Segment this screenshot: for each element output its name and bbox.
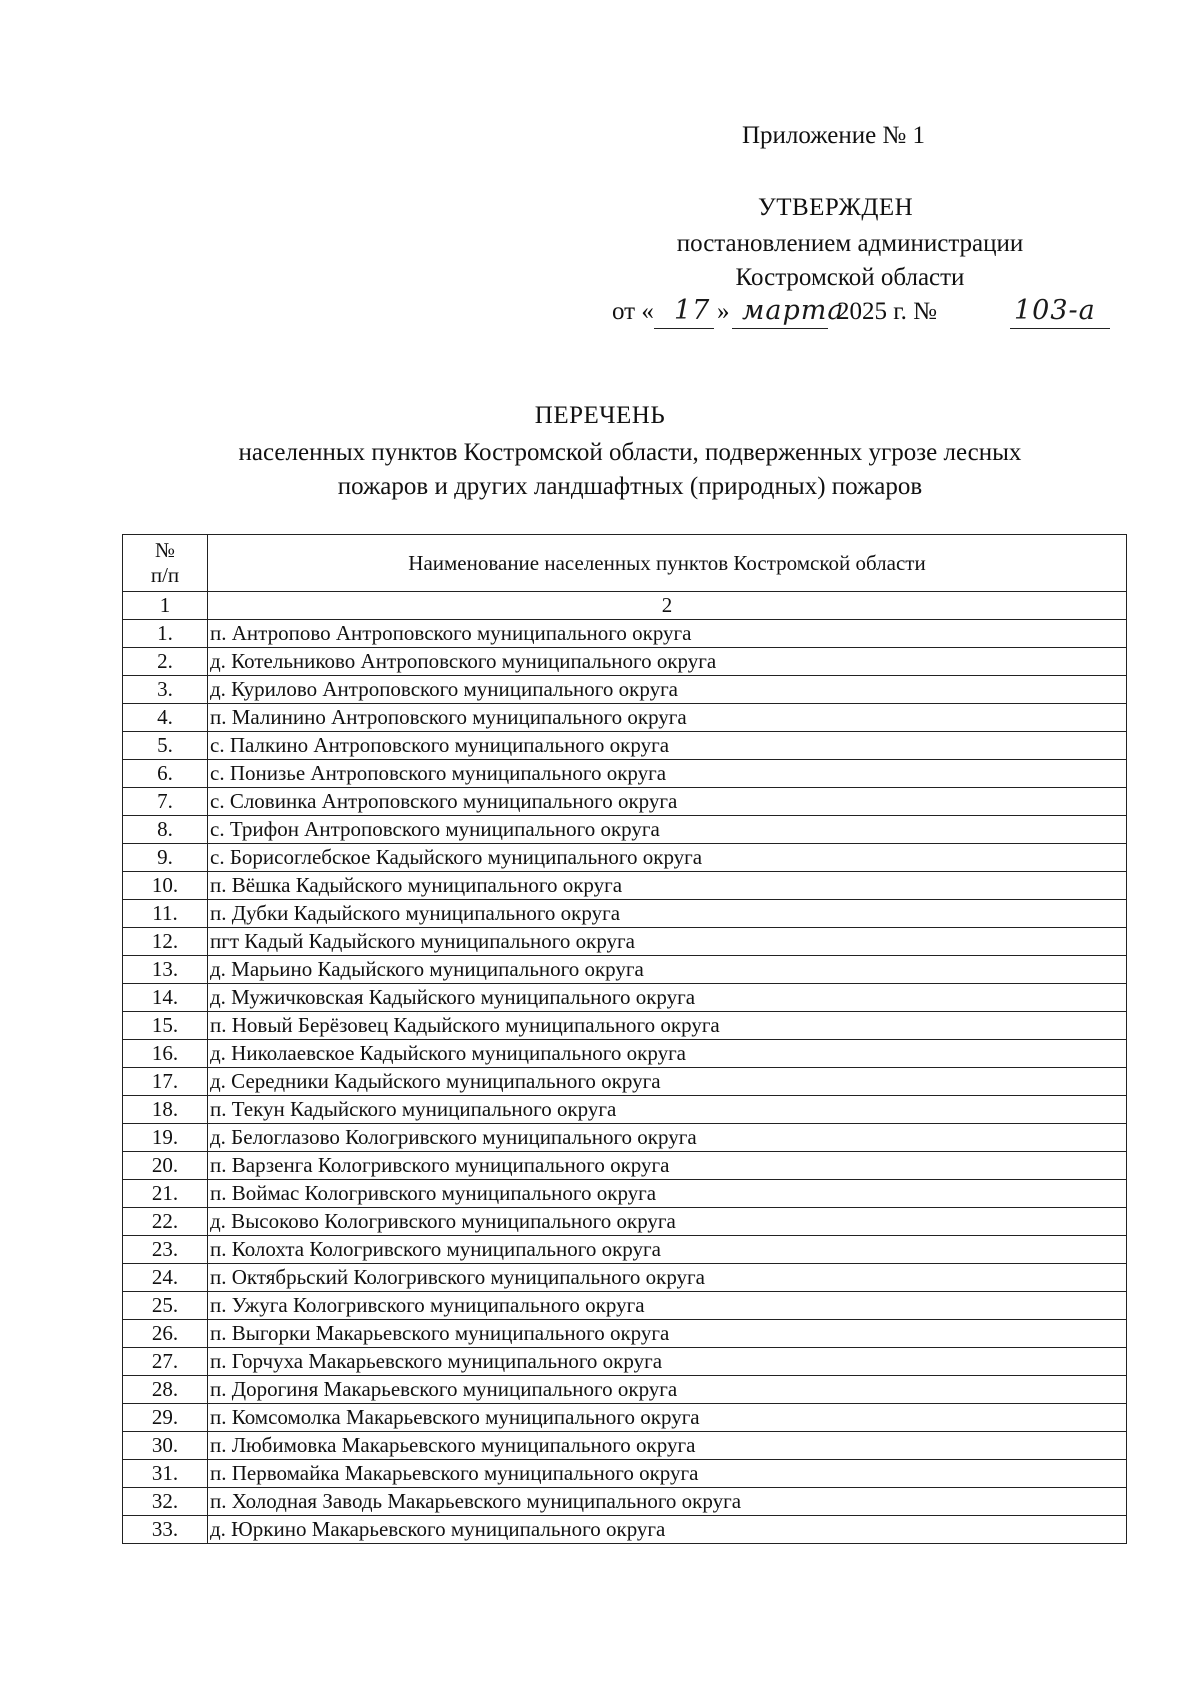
locality-name: с. Понизье Антроповского муниципального округа — [208, 760, 1127, 788]
locality-name: д. Курилово Антроповского муниципального округа — [208, 676, 1127, 704]
locality-name: п. Вёшка Кадыйского муниципального округа — [208, 872, 1127, 900]
table-row — [123, 760, 1127, 788]
locality-name: п. Антропово Антроповского муниципального округа — [208, 620, 1127, 648]
row-number: 7. — [123, 788, 208, 816]
day-underline — [654, 328, 714, 329]
locality-name: д. Белоглазово Кологривского муниципального округа — [208, 1124, 1127, 1152]
locality-name: д. Высоково Кологривского муниципального округа — [208, 1208, 1127, 1236]
table-row — [123, 788, 1127, 816]
table-row — [123, 1180, 1127, 1208]
table-row — [123, 928, 1127, 956]
table-header-row — [123, 535, 1127, 592]
table-row — [123, 1516, 1127, 1544]
row-number: 28. — [123, 1376, 208, 1404]
row-number: 27. — [123, 1348, 208, 1376]
row-number: 11. — [123, 900, 208, 928]
table-body — [123, 620, 1127, 1544]
locality-name: п. Выгорки Макарьевского муниципального округа — [208, 1320, 1127, 1348]
table-row — [123, 1152, 1127, 1180]
row-number: 17. — [123, 1068, 208, 1096]
locality-name: пгт Кадый Кадыйского муниципального округа — [208, 928, 1127, 956]
locality-name: п. Воймас Кологривского муниципального округа — [208, 1180, 1127, 1208]
locality-name: д. Мужичковская Кадыйского муниципального округа — [208, 984, 1127, 1012]
row-number: 23. — [123, 1236, 208, 1264]
table-row — [123, 1460, 1127, 1488]
locality-name: п. Дорогиня Макарьевского муниципального округа — [208, 1376, 1127, 1404]
row-number: 18. — [123, 1096, 208, 1124]
locality-name: п. Первомайка Макарьевского муниципального округа — [208, 1460, 1127, 1488]
table-row — [123, 1068, 1127, 1096]
row-number: 21. — [123, 1180, 208, 1208]
date-prefix: от « — [612, 298, 654, 325]
row-number: 29. — [123, 1404, 208, 1432]
table-row — [123, 1376, 1127, 1404]
approved-title: УТВЕРЖДЕН — [758, 194, 914, 221]
locality-name: с. Палкино Антроповского муниципального округа — [208, 732, 1127, 760]
col-name-header: Наименование населенных пунктов Костромской области — [208, 535, 1127, 592]
list-subtitle-line-1: населенных пунктов Костромской области, подверженных угрозе лесных — [238, 439, 1022, 466]
locality-name: п. Горчуха Макарьевского муниципального округа — [208, 1348, 1127, 1376]
locality-name: п. Варзенга Кологривского муниципального округа — [208, 1152, 1127, 1180]
table-row — [123, 844, 1127, 872]
handwritten-day: 17 — [674, 295, 711, 326]
row-number: 19. — [123, 1124, 208, 1152]
approved-by-line-2: Костромской области — [735, 264, 965, 291]
list-title: ПЕРЕЧЕНЬ — [534, 402, 666, 429]
table-row — [123, 676, 1127, 704]
table-row — [123, 732, 1127, 760]
table-row — [123, 816, 1127, 844]
table-row — [123, 900, 1127, 928]
row-number: 1. — [123, 620, 208, 648]
table-row — [123, 1040, 1127, 1068]
locality-name: п. Малинино Антроповского муниципального округа — [208, 704, 1127, 732]
col-number-header — [123, 535, 208, 592]
date-mid: » — [717, 298, 730, 325]
approved-by-line-1: постановлением администрации — [676, 230, 1024, 257]
locality-name: с. Словинка Антроповского муниципального округа — [208, 788, 1127, 816]
appendix-label: Приложение № 1 — [742, 122, 926, 149]
table-row — [123, 648, 1127, 676]
locality-name: д. Котельниково Антроповского муниципального округа — [208, 648, 1127, 676]
column-numbering-row — [123, 592, 1127, 620]
table-row — [123, 1264, 1127, 1292]
locality-name: п. Колохта Кологривского муниципального округа — [208, 1236, 1127, 1264]
locality-name: с. Трифон Антроповского муниципального округа — [208, 816, 1127, 844]
table-row — [123, 984, 1127, 1012]
locality-name: п. Октябрьский Кологривского муниципального округа — [208, 1264, 1127, 1292]
row-number: 33. — [123, 1516, 208, 1544]
row-number: 9. — [123, 844, 208, 872]
row-number: 30. — [123, 1432, 208, 1460]
table-row — [123, 1124, 1127, 1152]
table-row — [123, 872, 1127, 900]
row-number: 4. — [123, 704, 208, 732]
row-number: 32. — [123, 1488, 208, 1516]
table-row — [123, 1208, 1127, 1236]
locality-name: д. Середники Кадыйского муниципального округа — [208, 1068, 1127, 1096]
table-row — [123, 1096, 1127, 1124]
row-number: 3. — [123, 676, 208, 704]
list-subtitle-line-2: пожаров и других ландшафтных (природных) пожаров — [337, 473, 923, 500]
locality-name: д. Марьино Кадыйского муниципального округа — [208, 956, 1127, 984]
date-year: 2025 г. № — [837, 298, 938, 325]
table-row — [123, 1404, 1127, 1432]
handwritten-doc-number: 103-а — [1014, 295, 1096, 326]
locality-name: п. Текун Кадыйского муниципального округа — [208, 1096, 1127, 1124]
locality-name: с. Борисоглебское Кадыйского муниципального округа — [208, 844, 1127, 872]
table-row — [123, 956, 1127, 984]
row-number: 15. — [123, 1012, 208, 1040]
row-number: 14. — [123, 984, 208, 1012]
locality-name: п. Холодная Заводь Макарьевского муниципального округа — [208, 1488, 1127, 1516]
doc-number-underline — [1010, 328, 1110, 329]
col-number-header-sign: № — [154, 538, 176, 562]
table-row — [123, 620, 1127, 648]
row-number: 16. — [123, 1040, 208, 1068]
table-row — [123, 1488, 1127, 1516]
row-number: 10. — [123, 872, 208, 900]
row-number: 8. — [123, 816, 208, 844]
table-row — [123, 1320, 1127, 1348]
row-number: 6. — [123, 760, 208, 788]
row-number: 5. — [123, 732, 208, 760]
locality-name: п. Ужуга Кологривского муниципального округа — [208, 1292, 1127, 1320]
locality-name: д. Юркино Макарьевского муниципального округа — [208, 1516, 1127, 1544]
locality-name: п. Дубки Кадыйского муниципального округа — [208, 900, 1127, 928]
table-row — [123, 1012, 1127, 1040]
row-number: 31. — [123, 1460, 208, 1488]
column-number-2: 2 — [208, 592, 1127, 620]
column-number-1: 1 — [123, 592, 208, 620]
row-number: 26. — [123, 1320, 208, 1348]
table-row — [123, 704, 1127, 732]
localities-table — [122, 534, 1127, 1544]
row-number: 24. — [123, 1264, 208, 1292]
row-number: 13. — [123, 956, 208, 984]
table-row — [123, 1292, 1127, 1320]
locality-name: п. Любимовка Макарьевского муниципального округа — [208, 1432, 1127, 1460]
table-row — [123, 1236, 1127, 1264]
row-number: 22. — [123, 1208, 208, 1236]
locality-name: д. Николаевское Кадыйского муниципального округа — [208, 1040, 1127, 1068]
row-number: 20. — [123, 1152, 208, 1180]
row-number: 12. — [123, 928, 208, 956]
row-number: 2. — [123, 648, 208, 676]
col-number-header-abbr: п/п — [150, 563, 180, 587]
locality-name: п. Новый Берёзовец Кадыйского муниципального округа — [208, 1012, 1127, 1040]
month-underline — [732, 328, 828, 329]
locality-name: п. Комсомолка Макарьевского муниципального округа — [208, 1404, 1127, 1432]
table-row — [123, 1348, 1127, 1376]
row-number: 25. — [123, 1292, 208, 1320]
table-row — [123, 1432, 1127, 1460]
handwritten-month: марта — [742, 295, 845, 326]
